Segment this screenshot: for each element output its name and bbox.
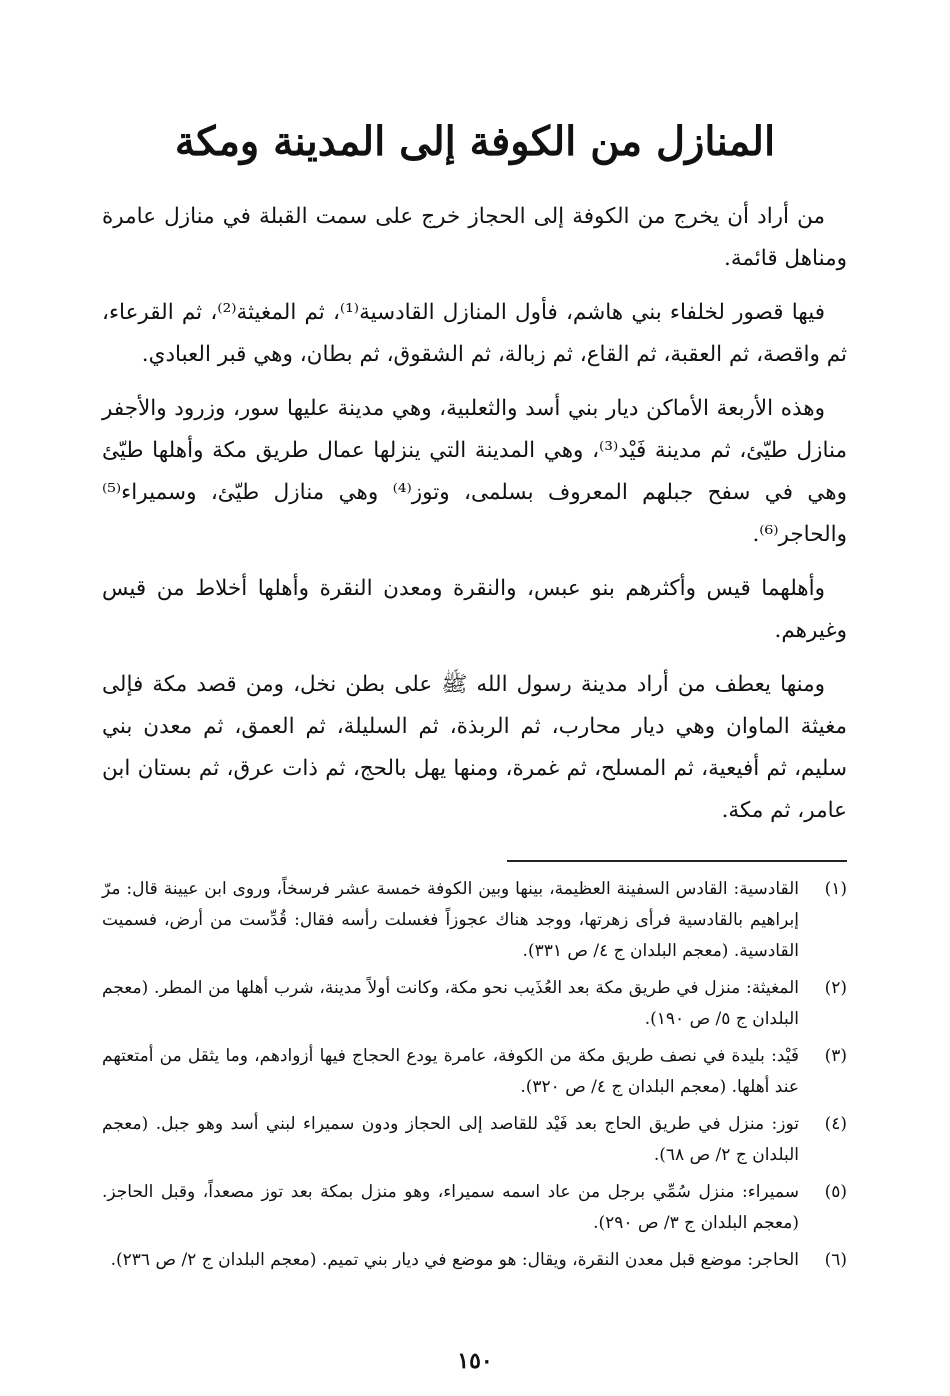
main-text: [102, 196, 847, 844]
footnote-separator: [507, 860, 847, 862]
footnote-1: [102, 874, 847, 967]
paragraph-3: وهذه الأربعة الأماكن ديار بني أسد والثعلبية، وهي مدينة عليها سور، وزرود والأجفر منازل طيّئ، ثم مدينة فَيْد⁽³⁾، وهي المدينة التي ينزلها عمال طريق مكة وأهلها طيّئ وهي في سفح جبلهم المعروف بسلمى، وتوز⁽⁴⁾ وهي منازل طيّئ، وسميراء⁽⁵⁾ والحاجر⁽⁶⁾.: [102, 396, 847, 547]
footnote-text: توز: منزل في طريق الحاج بعد فَيْد للقاصد إلى الحجاز ودون سميراء لبني أسد وهو جبل. (معجم البلدان ج ٢/ ص ٦٨).: [102, 1114, 799, 1165]
footnote-text: فَيْد: بليدة في نصف طريق مكة من الكوفة، عامرة يودع الحجاج فيها أزوادهم، وما يثقل من أمتعتهم عند أهلها. (معجم البلدان ج ٤/ ص ٣٢٠).: [102, 1046, 799, 1097]
footnote-number: (١): [824, 879, 847, 899]
page-title: المنازل من الكوفة إلى المدينة ومكة: [174, 118, 776, 165]
footnote-number: (٥): [824, 1182, 847, 1202]
footnote-text: المغيثة: منزل في طريق مكة بعد العُذَيب نحو مكة، وكانت أولاً مدينة، شرب أهلها من المطر. (معجم البلدان ج ٥/ ص ١٩٠).: [102, 978, 799, 1029]
footnote-2: [102, 973, 847, 1035]
footnote-6: [102, 1245, 847, 1276]
footnote-number: (٣): [824, 1046, 847, 1066]
paragraph-4: وأهلهما قيس وأكثرهم بنو عبس، والنقرة ومعدن النقرة وأهلها أخلاط من قيس وغيرهم.: [102, 576, 847, 643]
footnote-number: (٤): [824, 1114, 847, 1134]
footnote-4: [102, 1109, 847, 1171]
paragraph-1: من أراد أن يخرج من الكوفة إلى الحجاز خرج على سمت القبلة في منازل عامرة ومناهل قائمة.: [102, 204, 847, 271]
footnote-number: (٦): [824, 1250, 847, 1270]
paragraph-5: ومنها يعطف من أراد مدينة رسول الله ﷺ على بطن نخل، ومن قصد مكة فإلى مغيثة الماوان وهي ديار محارب، ثم الربذة، ثم السليلة، ثم العمق، ثم معدن بني سليم، ثم أفيعية، ثم المسلح، ثم غمرة، ومنها يهل بالحج، ثم ذات عرق، ثم بستان ابن عامر، ثم مكة.: [102, 672, 847, 823]
footnote-text: سميراء: منزل سُمِّي برجل من عاد اسمه سميراء، وهو منزل بمكة بعد توز مصعداً، وقبل الحاجز. (معجم البلدان ج ٣/ ص ٢٩٠).: [102, 1182, 799, 1233]
paragraph-2: فيها قصور لخلفاء بني هاشم، فأول المنازل القادسية⁽¹⁾، ثم المغيثة⁽²⁾، ثم القرعاء، ثم واقصة، ثم العقبة، ثم القاع، ثم زبالة، ثم الشقوق، ثم بطان، وهي قبر العبادي.: [102, 300, 847, 367]
page-number: ١٥٠: [457, 1348, 493, 1374]
footnote-text: القادسية: القادس السفينة العظيمة، بينها وبين الكوفة خمسة عشر فرسخاً، وروى ابن عيينة قال: مرّ إبراهيم بالقادسية فرأى زهرتها، ووجد هناك عجوزاً فغسلت رأسه فقال: قُدِّست من أرض، فسميت القادسية. (معجم البلدان ج ٤/ ص ٣٣١).: [102, 879, 799, 961]
footnote-3: [102, 1041, 847, 1103]
footnote-number: (٢): [824, 978, 847, 998]
footnote-text: الحاجر: موضع قبل معدن النقرة، ويقال: هو موضع في ديار بني تميم. (معجم البلدان ج ٢/ ص ٢٣٦).: [110, 1250, 799, 1270]
footnote-5: [102, 1177, 847, 1239]
footnotes: [102, 874, 847, 1282]
